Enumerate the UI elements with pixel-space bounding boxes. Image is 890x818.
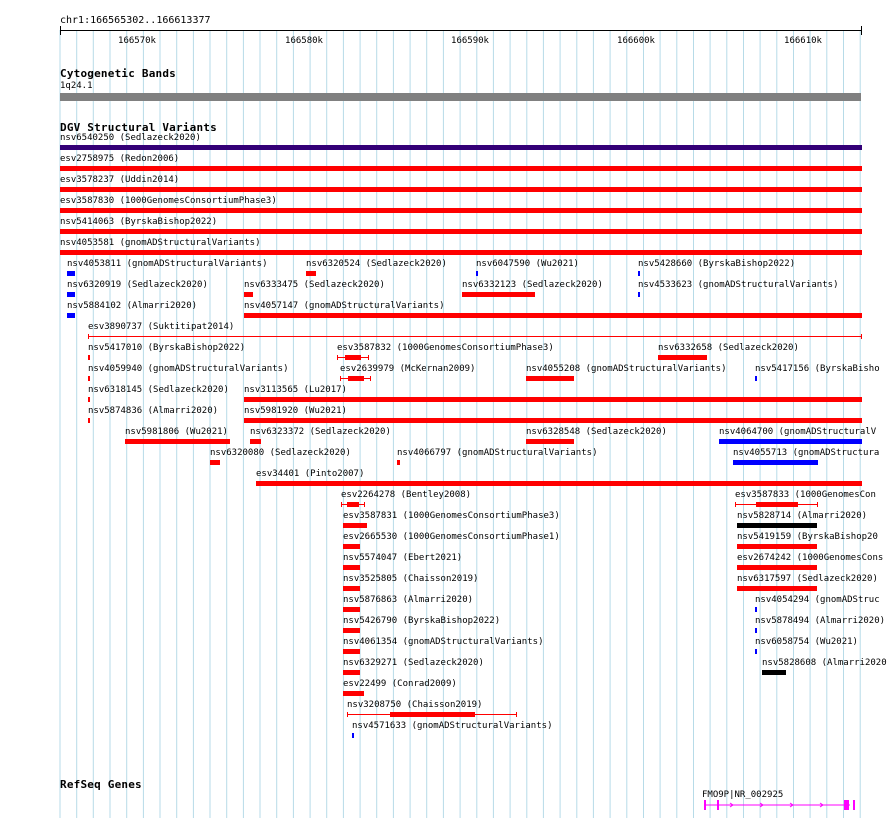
variant-label[interactable]: esv3587830 (1000GenomesConsortiumPhase3)	[60, 196, 277, 206]
variant-label[interactable]: nsv5428660 (ByrskaBishop2022)	[638, 259, 796, 269]
variant-bar[interactable]	[737, 586, 817, 591]
variant-label[interactable]: nsv6318145 (Sedlazeck2020)	[88, 385, 229, 395]
variant-label[interactable]: nsv5574047 (Ebert2021)	[343, 553, 463, 563]
variant-bar[interactable]	[352, 733, 354, 738]
variant-bar[interactable]	[244, 418, 862, 423]
variant-bar[interactable]	[210, 460, 220, 465]
variant-bar[interactable]	[256, 481, 862, 486]
variant-bar[interactable]	[67, 292, 75, 297]
variant-bar[interactable]	[526, 376, 574, 381]
variant-interval-cap	[861, 334, 862, 339]
variant-bar[interactable]	[397, 460, 400, 465]
variant-label[interactable]: nsv5828608 (Almarri2020	[762, 658, 887, 668]
variant-bar[interactable]	[244, 313, 862, 318]
variant-interval-cap	[341, 502, 342, 507]
variant-label[interactable]: nsv6329271 (Sedlazeck2020)	[343, 658, 484, 668]
variant-label[interactable]: nsv5417156 (ByrskaBisho	[755, 364, 880, 374]
variant-bar[interactable]	[88, 355, 90, 360]
variant-bar[interactable]	[343, 523, 367, 528]
variant-label[interactable]: esv34401 (Pinto2007)	[256, 469, 365, 479]
variant-bar[interactable]	[638, 292, 640, 297]
variant-bar[interactable]	[60, 166, 862, 171]
variant-label[interactable]: nsv4057147 (gnomADStructuralVariants)	[244, 301, 445, 311]
variant-core-bar[interactable]	[348, 376, 364, 381]
variant-label[interactable]: nsv6317597 (Sedlazeck2020)	[737, 574, 878, 584]
variant-label[interactable]: nsv6333475 (Sedlazeck2020)	[244, 280, 385, 290]
variant-label[interactable]: nsv3113565 (Lu2017)	[244, 385, 347, 395]
variant-interval-cap	[89, 418, 90, 423]
variant-label[interactable]: nsv5419159 (ByrskaBishop20	[737, 532, 878, 542]
variant-label[interactable]: esv2674242 (1000GenomesCons	[737, 553, 884, 563]
variant-label[interactable]: nsv5884102 (Almarri2020)	[67, 301, 198, 311]
variant-bar[interactable]	[244, 397, 862, 402]
variant-bar[interactable]	[343, 544, 360, 549]
variant-bar[interactable]	[755, 649, 757, 654]
cytoband-label: 1q24.1	[60, 81, 93, 91]
variant-bar[interactable]	[343, 586, 360, 591]
variant-label[interactable]: esv2264278 (Bentley2008)	[341, 490, 472, 500]
variant-label[interactable]: nsv6332123 (Sedlazeck2020)	[462, 280, 603, 290]
variant-bar[interactable]	[526, 439, 574, 444]
variant-interval-cap	[735, 502, 736, 507]
variant-label[interactable]: nsv4571633 (gnomADStructuralVariants)	[352, 721, 553, 731]
variant-bar[interactable]	[658, 355, 707, 360]
cytoband-track-title[interactable]: Cytogenetic Bands	[60, 67, 176, 80]
variant-bar[interactable]	[462, 292, 535, 297]
variant-label[interactable]: nsv6332658 (Sedlazeck2020)	[658, 343, 799, 353]
variant-label[interactable]: esv2665530 (1000GenomesConsortiumPhase1)	[343, 532, 560, 542]
variant-bar[interactable]	[125, 439, 230, 444]
gene-label[interactable]: FMO9P|NR_002925	[702, 790, 784, 800]
variant-label[interactable]: nsv5878494 (Almarri2020)	[755, 616, 886, 626]
variant-bar[interactable]	[343, 565, 360, 570]
variant-bar[interactable]	[60, 187, 862, 192]
variant-bar[interactable]	[733, 460, 818, 465]
ruler-start-tick	[60, 26, 61, 35]
ruler-title: chr1:166565302..166613377	[60, 15, 211, 26]
variant-label[interactable]: nsv5981806 (Wu2021)	[125, 427, 228, 437]
variant-bar[interactable]	[250, 439, 261, 444]
variant-bar[interactable]	[60, 229, 862, 234]
variant-interval-cap	[817, 502, 818, 507]
variant-label[interactable]: nsv6328548 (Sedlazeck2020)	[526, 427, 667, 437]
variant-bar[interactable]	[755, 628, 757, 633]
variant-bar[interactable]	[60, 145, 862, 150]
variant-label[interactable]: nsv4053581 (gnomADStructuralVariants)	[60, 238, 261, 248]
variant-interval-cap	[347, 712, 348, 717]
gene-model-FMO9P[interactable]	[700, 798, 860, 814]
variant-bar[interactable]	[60, 250, 862, 255]
variant-label[interactable]: nsv5876863 (Almarri2020)	[343, 595, 474, 605]
variant-interval-line[interactable]	[88, 336, 862, 337]
variant-label[interactable]: esv3890737 (Suktitipat2014)	[88, 322, 235, 332]
variant-label[interactable]: nsv4055208 (gnomADStructuralVariants)	[526, 364, 727, 374]
ruler-tick-label: 166570k	[118, 36, 156, 46]
variant-core-bar[interactable]	[390, 712, 475, 717]
variant-bar[interactable]	[762, 670, 786, 675]
variant-label[interactable]: nsv4064700 (gnomADStructuralV	[719, 427, 877, 437]
ruler-tick-label: 166580k	[285, 36, 323, 46]
variant-label[interactable]: nsv6320919 (Sedlazeck2020)	[67, 280, 208, 290]
variant-label[interactable]: nsv6320080 (Sedlazeck2020)	[210, 448, 351, 458]
variant-bar[interactable]	[737, 544, 817, 549]
variant-bar[interactable]	[343, 607, 360, 612]
variant-label[interactable]: esv2758975 (Redon2006)	[60, 154, 180, 164]
variant-bar[interactable]	[67, 313, 75, 318]
variant-label[interactable]: esv22499 (Conrad2009)	[343, 679, 457, 689]
variant-label[interactable]: nsv6058754 (Wu2021)	[755, 637, 858, 647]
variant-label[interactable]: nsv5417010 (ByrskaBishop2022)	[88, 343, 246, 353]
variant-bar[interactable]	[88, 397, 90, 402]
variant-label[interactable]: nsv3208750 (Chaisson2019)	[347, 700, 483, 710]
variant-bar[interactable]	[306, 271, 316, 276]
variant-label[interactable]: esv3587832 (1000GenomesConsortiumPhase3)	[337, 343, 554, 353]
variant-interval-cap	[337, 355, 338, 360]
variant-interval-cap	[368, 355, 369, 360]
ruler-axis	[60, 30, 861, 31]
variant-bar[interactable]	[476, 271, 478, 276]
variant-label[interactable]: esv3578237 (Uddin2014)	[60, 175, 180, 185]
variant-label[interactable]: nsv3525805 (Chaisson2019)	[343, 574, 479, 584]
variant-label[interactable]: nsv5981920 (Wu2021)	[244, 406, 347, 416]
variant-core-bar[interactable]	[756, 502, 798, 507]
variant-bar[interactable]	[737, 565, 817, 570]
variant-core-bar[interactable]	[347, 502, 359, 507]
variant-label[interactable]: nsv6540250 (Sedlazeck2020)	[60, 133, 201, 143]
variant-label[interactable]: nsv5874836 (Almarri2020)	[88, 406, 219, 416]
variant-interval-cap	[370, 376, 371, 381]
variant-bar[interactable]	[343, 691, 364, 696]
ruler-tick-label: 166590k	[451, 36, 489, 46]
variant-label[interactable]: nsv6323372 (Sedlazeck2020)	[250, 427, 391, 437]
variant-interval-cap	[340, 376, 341, 381]
variant-interval-cap	[516, 712, 517, 717]
ruler-tick-label: 166610k	[784, 36, 822, 46]
variant-label[interactable]: esv3587833 (1000GenomesCon	[735, 490, 876, 500]
variant-label[interactable]: nsv5426790 (ByrskaBishop2022)	[343, 616, 501, 626]
ruler-tick-label: 166600k	[617, 36, 655, 46]
cytoband-bar[interactable]	[60, 93, 861, 101]
variant-bar[interactable]	[67, 271, 75, 276]
variant-label[interactable]: esv3587831 (1000GenomesConsortiumPhase3)	[343, 511, 560, 521]
refseq-track-title[interactable]: RefSeq Genes	[60, 778, 142, 791]
variant-bar[interactable]	[343, 670, 360, 675]
variant-bar[interactable]	[719, 439, 862, 444]
variant-bar[interactable]	[343, 628, 360, 633]
variant-label[interactable]: nsv6047590 (Wu2021)	[476, 259, 579, 269]
variant-bar[interactable]	[638, 271, 640, 276]
variant-label[interactable]: nsv4059940 (gnomADStructuralVariants)	[88, 364, 289, 374]
dgv-track-title[interactable]: DGV Structural Variants	[60, 121, 217, 134]
variant-bar[interactable]	[755, 376, 757, 381]
variant-label[interactable]: esv2639979 (McKernan2009)	[340, 364, 476, 374]
variant-bar[interactable]	[244, 292, 253, 297]
variant-bar[interactable]	[60, 208, 862, 213]
variant-label[interactable]: nsv4054294 (gnomADStruc	[755, 595, 880, 605]
variant-label[interactable]: nsv5414063 (ByrskaBishop2022)	[60, 217, 218, 227]
variant-core-bar[interactable]	[345, 355, 361, 360]
variant-interval-cap	[88, 334, 89, 339]
variant-bar[interactable]	[88, 376, 90, 381]
variant-label[interactable]: nsv4061354 (gnomADStructuralVariants)	[343, 637, 544, 647]
ruler-end-tick	[861, 26, 862, 35]
variant-interval-cap	[364, 502, 365, 507]
variant-label[interactable]: nsv5828714 (Almarri2020)	[737, 511, 868, 521]
variant-bar[interactable]	[737, 523, 817, 528]
variant-label[interactable]: nsv4053811 (gnomADStructuralVariants)	[67, 259, 268, 269]
variant-bar[interactable]	[755, 607, 757, 612]
variant-bar[interactable]	[343, 649, 360, 654]
variant-label[interactable]: nsv4533623 (gnomADStructuralVariants)	[638, 280, 839, 290]
variant-label[interactable]: nsv4066797 (gnomADStructuralVariants)	[397, 448, 598, 458]
variant-label[interactable]: nsv4055713 (gnomADStructura	[733, 448, 880, 458]
variant-label[interactable]: nsv6320524 (Sedlazeck2020)	[306, 259, 447, 269]
